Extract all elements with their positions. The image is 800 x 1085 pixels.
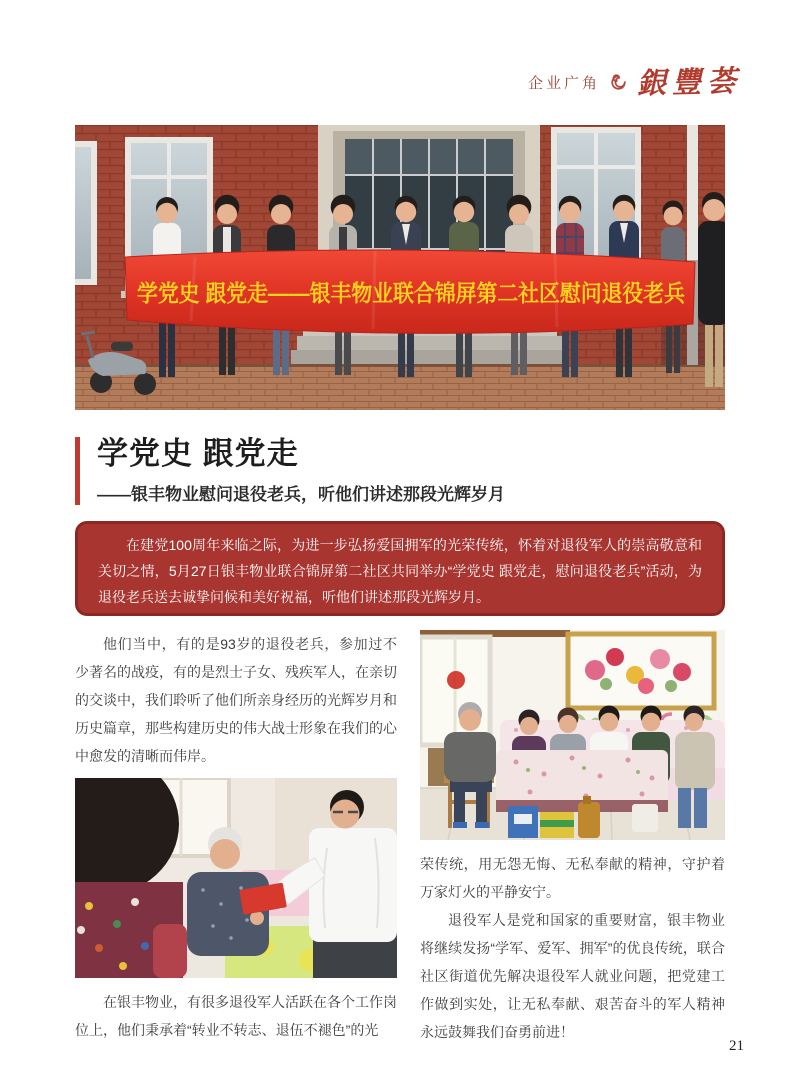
section-label: 企业广角 — [527, 75, 600, 92]
right-column — [420, 630, 725, 1046]
red-banner — [125, 250, 695, 333]
window-decal — [447, 671, 465, 689]
article-body — [75, 630, 725, 1046]
masthead — [527, 63, 743, 101]
spiral-logo-icon — [607, 71, 629, 93]
article-subtitle: ——银丰物业慰问退役老兵，听他们讲述那段光辉岁月 — [97, 485, 505, 505]
paragraph-4: 退役军人是党和国家的重要财富，银丰物业将继续发扬“学军、爱军、拥军”的优良传统，联合社区街道优先解决退役军人就业问题，把党建工作做到实处，让无私奉献、艰苦奋斗的军人精神永远鼓舞我们奋勇前进！ — [420, 912, 725, 1040]
magazine-calligraphy-logo: 銀豐荟 — [636, 63, 743, 101]
headline-block — [75, 437, 505, 505]
left-column — [75, 630, 397, 1046]
banner-slogan-text: 学党史 跟党走——银丰物业联合锦屏第二社区慰问退役老兵 — [137, 280, 685, 306]
page-number: 21 — [729, 1038, 744, 1054]
lead-paragraph-box: 在建党100周年来临之际，为进一步弘扬爱国拥军的光荣传统，怀着对退役军人的崇高敬意和关切之情，5月27日银丰物业联合锦屏第二社区共同举办“学党史 跟党走，慰问退役老兵”活动，为退役老兵送去诚挚问候和美好祝福，听他们讲述那段光辉岁月。 — [75, 521, 725, 616]
window — [420, 637, 490, 745]
article-title: 学党史 跟党走 — [97, 436, 299, 471]
visit-photo-elderly-veteran — [75, 778, 397, 978]
flower-painting — [568, 634, 714, 708]
living-room-visit-photo — [420, 630, 725, 840]
window-left-partial — [75, 141, 97, 285]
paragraph-2: 在银丰物业，有很多退役军人活跃在各个工作岗位上，他们秉承着“转业不转志、退伍不褪色”的光 — [75, 994, 397, 1038]
paragraph-3: 荣传统，用无怨无悔、无私奉献的精神，守护着万家灯火的平静安宁。 — [420, 856, 725, 900]
group-photo — [75, 125, 725, 410]
paragraph-1: 他们当中，有的是93岁的退役老兵，参加过不少著名的战疫，有的是烈士子女、残疾军人，在亲切的交谈中，我们聆听了他们所亲身经历的光辉岁月和历史篇章，那些构建历史的伟大战士形象在我们的心中愈发的清晰而伟岸。 — [75, 636, 397, 764]
